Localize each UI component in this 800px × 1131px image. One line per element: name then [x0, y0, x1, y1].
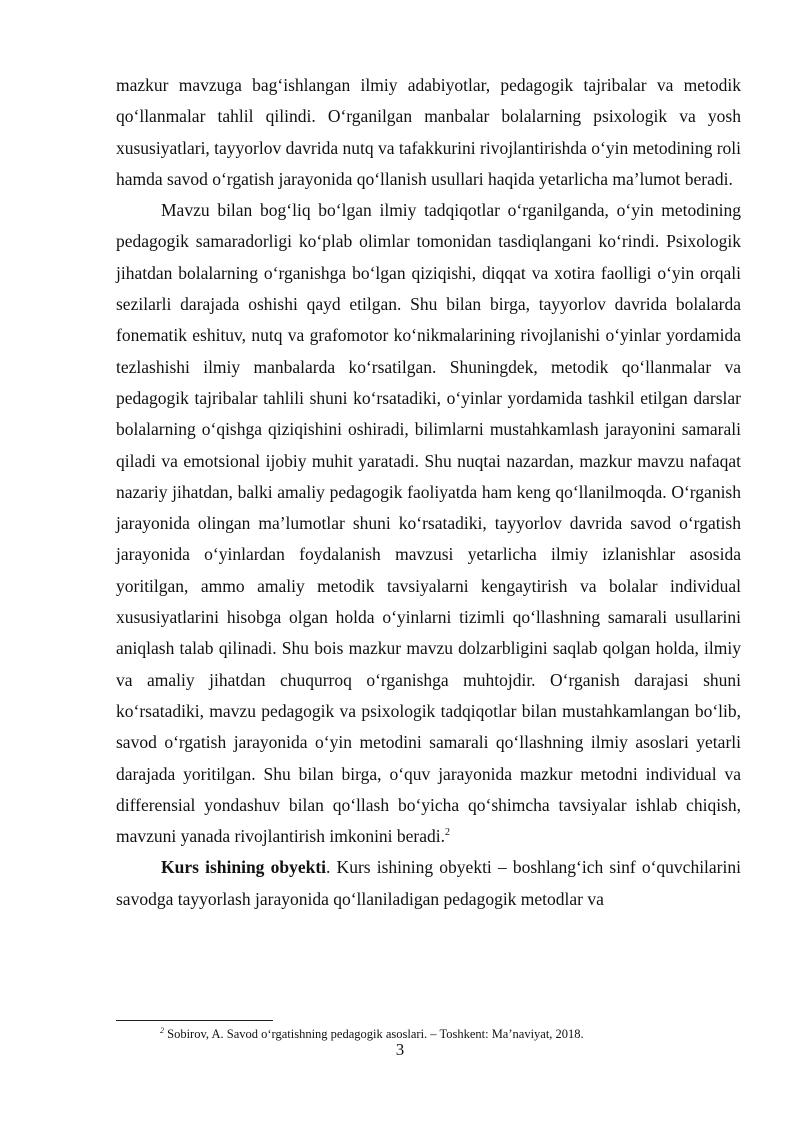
footnote-divider [116, 1020, 273, 1021]
footnote-reference[interactable]: 2 [445, 827, 451, 839]
paragraph-3 [116, 852, 741, 915]
footnote-marker: 2 [160, 1026, 164, 1035]
paragraph-1-text: mazkur mavzuga bag‘ishlangan ilmiy adabiyotlar, pedagogik tajribalar va metodik qo‘llanmalar tahlil qilindi. O‘rganilgan manbalar bolalarning psixologik va yosh xususiyatlari, tayyorlov davrida nutq va tafakkurini rivojlantirishda o‘yin metodining roli hamda savod o‘rgatish jarayonida qo‘llanish usullari haqida yetarlicha ma’lumot beradi. [116, 75, 742, 189]
footnote-text: Sobirov, A. Savod o‘rgatishning pedagogik asoslari. – Toshkent: Ma’naviyat, 2018. [164, 1027, 584, 1041]
paragraph-3-text: . Kurs ishining obyekti – boshlang‘ich sinf o‘quvchilarini savodga tayyorlash jarayonida qo‘llaniladigan pedagogik metodlar va [116, 857, 741, 909]
paragraph-1 [116, 70, 741, 195]
document-body [116, 70, 741, 915]
paragraph-2-text: Mavzu bilan bog‘liq bo‘lgan ilmiy tadqiqotlar o‘rganilganda, o‘yin metodining pedagogik samaradorligi ko‘plab olimlar tomonidan tasdiqlangani ko‘rindi. Psixologik jihatdan bolalarning o‘rganishga bo‘lgan qiziqishi, diqqat va xotira faolligi o‘yin orqali sezilarli darajada oshishi qayd etilgan. Shu bilan birga, tayyorlov davrida bolalarda fonematik eshituv, nutq va grafomotor ko‘nikmalarining rivojlanishi o‘yinlar yordamida tezlashishi ilmiy manbalarda ko‘rsatilgan. Shuningdek, metodik qo‘llanmalar va pedagogik tajribalar tahlili shuni ko‘rsatadiki, o‘yinlar yordamida tashkil etilgan darslar bolalarning o‘qishga qiziqishini oshiradi, bilimlarni mustahkamlash jarayonini samarali qiladi va emotsional ijobiy muhit yaratadi. Shu nuqtai nazardan, mazkur mavzu nafaqat nazariy jihatdan, balki amaliy pedagogik faoliyatda ham keng qo‘llanilmoqda. O‘rganish jarayonida olingan ma’lumotlar shuni ko‘rsatadiki, tayyorlov davrida savod o‘rgatish jarayonida o‘yinlardan foydalanish mavzusi yetarlicha ilmiy izlanishlar asosida yoritilgan, ammo amaliy metodik tavsiyalarni kengaytirish va bolalar individual xususiyatlarini hisobga olgan holda o‘yinlarni tizimli qo‘llashning samarali usullarini aniqlash talab qilinadi. Shu bois mazkur mavzu dolzarbligini saqlab qolgan holda, ilmiy va amaliy jihatdan chuqurroq o‘rganishga muhtojdir. O‘rganish darajasi shuni ko‘rsatadiki, mavzu pedagogik va psixologik tadqiqotlar bilan mustahkamlangan bo‘lib, savod o‘rgatish jarayonida o‘yin metodini samarali qo‘llashning ilmiy asoslari yetarli darajada yoritilgan. Shu bilan birga, o‘quv jarayonida mazkur metodni individual va differensial yondashuv bilan qo‘llash bo‘yicha qo‘shimcha tavsiyalar ishlab chiqish, mavzuni yanada rivojlantirish imkonini beradi. [116, 200, 741, 847]
section-heading: Kurs ishining obyekti [161, 857, 327, 878]
paragraph-2 [116, 195, 741, 852]
page-number: 3 [395, 1040, 405, 1059]
